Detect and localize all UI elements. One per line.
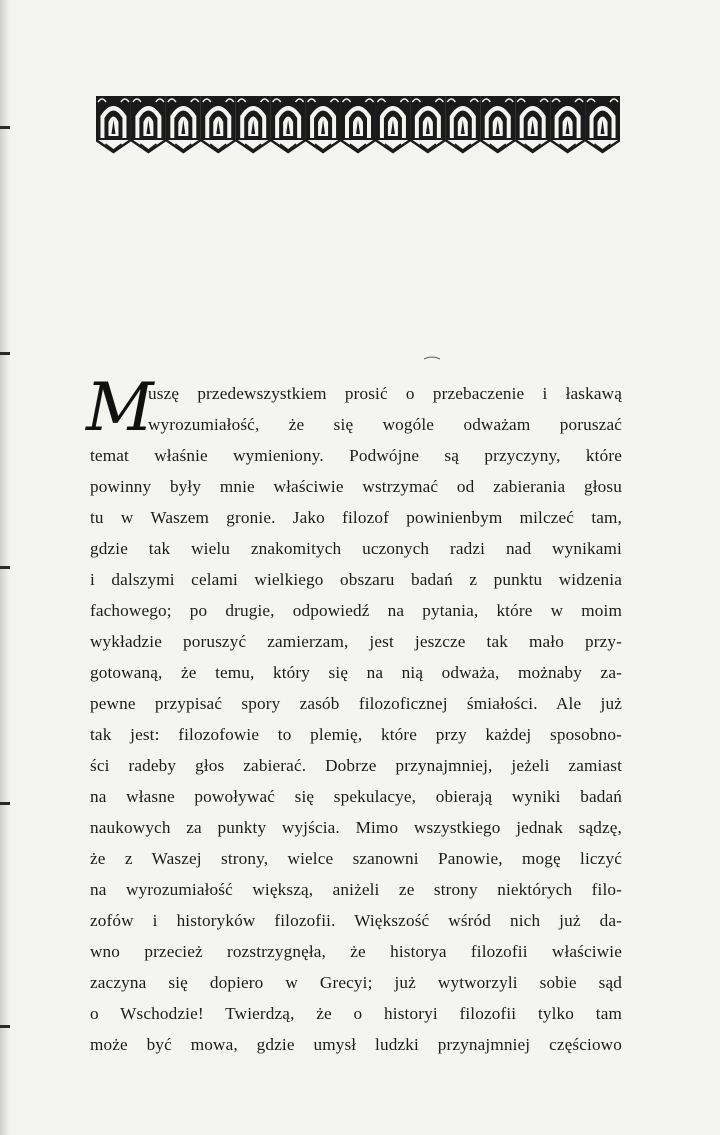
ornament-arch-motif — [306, 96, 341, 152]
margin-mark — [0, 566, 10, 569]
text-line: wno przecież rozstrzygnęła, że historya filozofii właściwie — [90, 942, 622, 961]
text-line-first: M uszę przedewszystkiem prosić o przebaczenie i łaskawą — [86, 369, 622, 446]
text-line: fachowego; po drugie, odpowiedź na pytania, które w moim — [90, 601, 622, 620]
ornament-arch-motif — [271, 96, 306, 152]
ornament-arch-motif — [236, 96, 271, 152]
drop-cap-initial: M — [86, 369, 154, 446]
text-line: o Wschodzie! Twierdzą, że o historyi filozofii tylko tam — [90, 1004, 622, 1023]
body-text — [86, 369, 622, 1060]
ornament-arch-motif — [96, 96, 131, 152]
ornament-arch-motif — [410, 96, 445, 152]
decorative-headpiece-ornament — [96, 94, 620, 154]
text-line: na wyrozumiałość większą, aniżeli ze strony niektórych filo- — [90, 880, 622, 899]
ornament-arch-motif — [201, 96, 236, 152]
ornament-arch-motif — [341, 96, 376, 152]
ornament-arch-motif — [166, 96, 201, 152]
ornament-arch-motif — [131, 96, 166, 152]
text-line: powinny były mnie właściwie wstrzymać od zabierania głosu — [90, 477, 622, 496]
margin-mark — [0, 352, 10, 355]
ornament-arch-motif — [550, 96, 585, 152]
text-line: może być mowa, gdzie umysł ludzki przynajmniej częściowo — [90, 1035, 622, 1054]
small-divider-mark — [424, 356, 440, 360]
text-line: zaczyna się dopiero w Grecyi; już wytworzyli sobie sąd — [90, 973, 622, 992]
text-line: tak jest: filozofowie to plemię, które przy każdej sposobno- — [90, 725, 622, 744]
text-line: zofów i historyków filozofii. Większość wśród nich już da- — [90, 911, 622, 930]
text-line: naukowych za punkty wyjścia. Mimo wszystkiego jednak sądzę, — [90, 818, 622, 837]
text-line: że z Waszej strony, wielce szanowni Panowie, mogę liczyć — [90, 849, 622, 868]
text-line: tu w Waszem gronie. Jako filozof powinienbym milczeć tam, — [90, 508, 622, 527]
text-line: i dalszymi celami wielkiego obszaru badań z punktu widzenia — [90, 570, 622, 589]
text-line: na własne powoływać się spekulacye, obierają wyniki badań — [90, 787, 622, 806]
ornament-arch-motif — [375, 96, 410, 152]
margin-mark — [0, 1025, 10, 1028]
text-line: ści radeby głos zabierać. Dobrze przynajmniej, jeżeli zamiast — [90, 756, 622, 775]
ornament-arch-motif — [480, 96, 515, 152]
ornament-arch-motif — [585, 96, 620, 152]
ornament-arch-motif — [445, 96, 480, 152]
text-line-second: wyrozumiałość, że się wogóle odważam poruszać — [148, 415, 622, 434]
margin-mark — [0, 126, 10, 129]
margin-mark — [0, 802, 10, 805]
text-line: pewne przypisać spory zasób filozoficznej śmiałości. Ale już — [90, 694, 622, 713]
text-line: gotowaną, że temu, który się na nią odważa, możnaby za- — [90, 663, 622, 682]
text-line: gdzie tak wielu znakomitych uczonych radzi nad wynikami — [90, 539, 622, 558]
text-line: wykładzie poruszyć zamierzam, jest jeszcze tak mało przy- — [90, 632, 622, 651]
paragraph-lines — [90, 440, 622, 1060]
ornament-arch-motif — [515, 96, 550, 152]
text-line: temat właśnie wymieniony. Podwójne są przyczyny, które — [90, 446, 622, 465]
